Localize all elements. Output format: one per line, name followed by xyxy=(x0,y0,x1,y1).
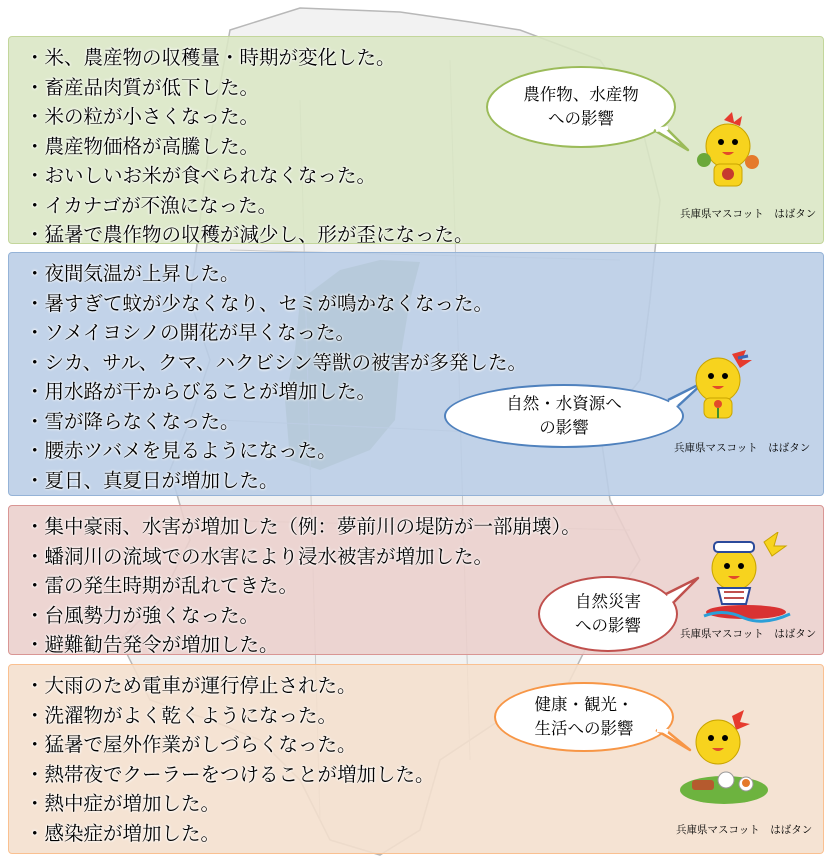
list-item: ・イカナゴが不漁になった。 xyxy=(25,193,278,217)
list-item: ・熱中症が増加した。 xyxy=(25,792,221,815)
bubble-tail xyxy=(652,126,692,156)
list-item: ・夜間気温が上昇した。 xyxy=(25,262,240,285)
habatan-mascot-sailor-icon xyxy=(694,532,794,624)
list-item: ・台風勢力が強くなった。 xyxy=(25,603,260,627)
list-item: ・集中豪雨、水害が増加した（例：夢前川の堤防が一部崩壊）。 xyxy=(25,515,581,538)
habatan-mascot-flower-icon xyxy=(688,348,754,424)
bubble-line: 自然・水資源へ xyxy=(506,394,622,413)
list-item: ・暑すぎて蚊が少なくなり、セミが鳴かなくなった。 xyxy=(25,291,494,315)
list-item: ・用水路が干からびることが増加した。 xyxy=(25,380,377,403)
habatan-mascot-food-icon xyxy=(676,708,772,808)
list-item: ・おいしいお米が食べられなくなった。 xyxy=(25,164,377,187)
list-item: ・感染症が増加した。 xyxy=(25,821,221,845)
bubble-line: への影響 xyxy=(548,109,614,128)
list-item: ・蟠洞川の流域での水害により浸水被害が増加した。 xyxy=(25,544,494,568)
mascot-caption: 兵庫県マスコット はばタン xyxy=(680,208,817,220)
list-item: ・雪が降らなくなった。 xyxy=(25,409,240,433)
mascot-caption: 兵庫県マスコット はばタン xyxy=(676,824,813,836)
list-item: ・避難勧告発令が増加した。 xyxy=(25,633,279,655)
habatan-mascot-vegetables-icon xyxy=(694,112,762,192)
bubble-line: の影響 xyxy=(539,418,589,437)
list-item: ・シカ、サル、クマ、ハクビシン等獣の被害が多発した。 xyxy=(25,350,528,374)
mascot-caption: 兵庫県マスコット はばタン xyxy=(680,628,817,640)
list-item: ・農産物価格が高騰した。 xyxy=(25,134,260,158)
bubble-line: 健康・観光・ xyxy=(534,695,634,714)
agriculture-speech-bubble xyxy=(486,66,676,148)
list-item: ・ソメイヨシノの開花が早くなった。 xyxy=(25,321,355,344)
list-item: ・畜産品肉質が低下した。 xyxy=(25,75,260,99)
list-item: ・腰赤ツバメを見るようになった。 xyxy=(25,439,337,462)
bubble-line: 生活への影響 xyxy=(534,719,634,738)
mascot-caption: 兵庫県マスコット はばタン xyxy=(674,442,811,454)
bubble-line: 自然災害 xyxy=(575,592,641,611)
nature-speech-bubble xyxy=(444,384,684,448)
list-item: ・洗濯物がよく乾くようになった。 xyxy=(25,703,338,727)
bubble-line: 農作物、水産物 xyxy=(523,85,639,104)
list-item: ・夏日、真夏日が増加した。 xyxy=(25,468,279,492)
list-item: ・米の粒が小さくなった。 xyxy=(25,105,260,128)
list-item: ・熱帯夜でクーラーをつけることが増加した。 xyxy=(25,762,435,786)
list-item: ・大雨のため電車が運行停止された。 xyxy=(25,674,357,697)
life-speech-bubble xyxy=(494,682,674,752)
list-item: ・米、農産物の収穫量・時期が変化した。 xyxy=(25,46,396,69)
list-item: ・猛暑で屋外作業がしづらくなった。 xyxy=(25,733,357,756)
list-item: ・雷の発生時期が乱れてきた。 xyxy=(25,574,299,597)
disaster-speech-bubble xyxy=(538,576,678,652)
list-item: ・猛暑で農作物の収穫が減少し、形が歪になった。 xyxy=(25,223,474,244)
bubble-line: への影響 xyxy=(575,616,641,635)
